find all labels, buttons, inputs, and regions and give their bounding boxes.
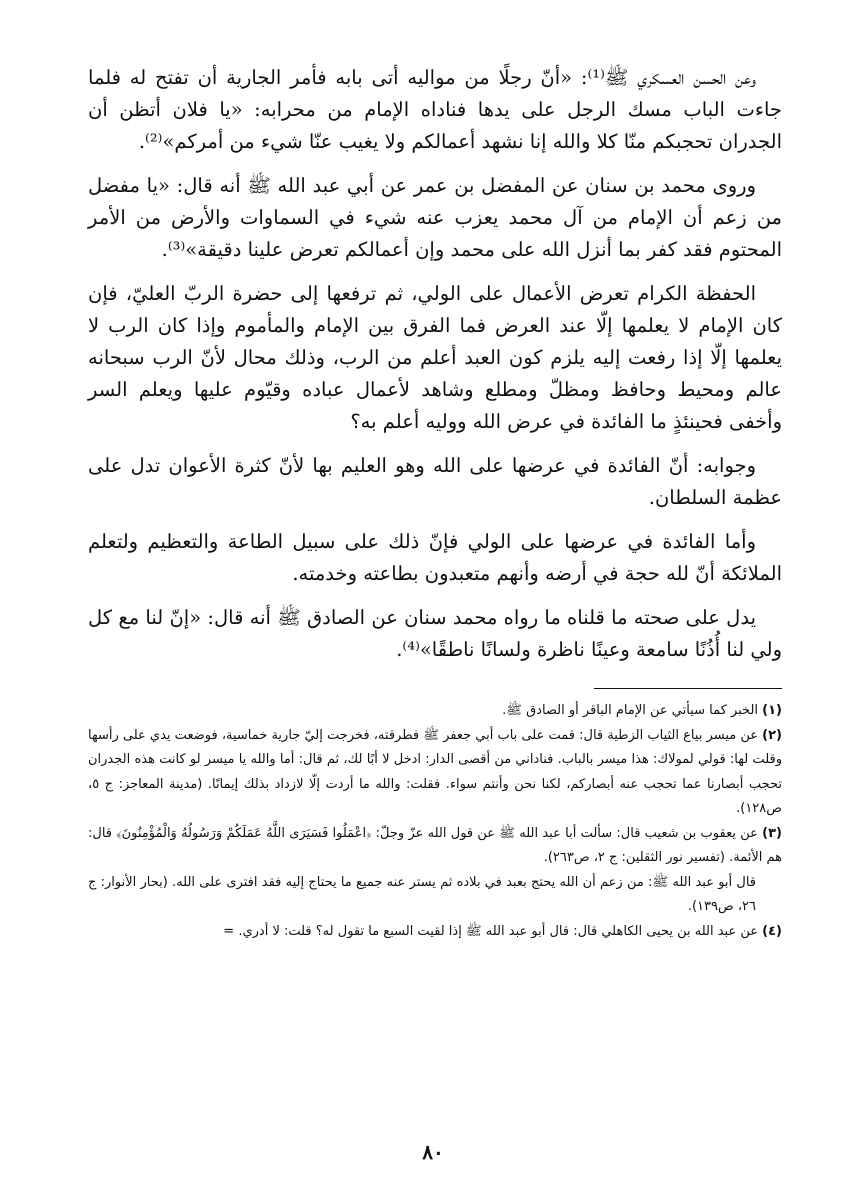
page-number: ٨٠ [422,1140,444,1164]
footnote-text: الخبر كما سيأتي عن الإمام الباقر أو الصادق ﷺ. [502,703,759,718]
footnote-text: عن يعقوب بن شعيب قال: سألت أبا عبد الله ﷺ عن قول الله عزّ وجلّ: ﴿اعْمَلُوا فَسَيَرَى اللَّهُ عَمَلَكُمْ وَرَسُولُهُ وَالْمُؤْمِنُونَ﴾ قال: هم الأئمة. (تفسير نور الثقلين: ج ٢، ص٢٦٣). [88,825,782,865]
paragraph: وعن الحسن العسكري ﷺ⁽¹⁾: «أنّ رجلًا من مواليه أتى بابه فأمر الجارية أن تفتح له فلما جاءت الباب مسك الرجل على يدها فناداه الإمام من محرابه: «يا فلان أتظن أن الجدران تحجبكم منّا كلا والله إنا نشهد أعمالكم ولا يغيب عنّا شيء من أمركم»⁽²⁾. [88,66,782,153]
main-text [88,62,782,666]
footnote-separator [594,688,782,689]
footnote-continuation [88,871,782,920]
footnote [88,724,782,822]
paragraph: يدل على صحته ما قلناه ما رواه محمد سنان عن الصادق ﷺ أنه قال: «إنّ لنا مع كل ولي لنا أُذُنًا سامعة وعينًا ناظرة ولسانًا ناطقًا»⁽⁴⁾. [88,606,782,661]
paragraph: وروى محمد بن سنان عن المفضل بن عمر عن أبي عبد الله ﷺ أنه قال: «يا مفضل من زعم أن الإمام من آل محمد يعزب عنه شيء في السماوات والأرض من الأمر المحتوم فقد كفر بما أنزل الله على محمد وإن أعمالكم تعرض علينا دقيقة»⁽³⁾. [88,174,782,261]
footnote-number: (٣) [762,825,782,841]
footnote-number: (٤) [762,923,782,939]
footnote-number: (١) [762,703,782,718]
footnote [88,699,782,724]
footnote-number: (٢) [762,727,782,743]
footnote [88,822,782,871]
paragraph: وجوابه: أنّ الفائدة في عرضها على الله وهو العليم بها لأنّ كثرة الأعوان تدل على عظمة السلطان. [88,454,782,509]
footnote-text: عن عبد الله بن يحيى الكاهلي قال: قال أبو عبد الله ﷺ إذا لقيت السبع ما تقول له؟ قلت: لا أدري. = [223,923,759,939]
footnote-text: قال أبو عبد الله ﷺ: من زعم أن الله يحتج بعبد في بلاده ثم يستر عنه جميع ما يحتاج إليه فقد افترى على الله. (بحار الأنوار: ج ٢٦، ص١٣٩). [88,874,756,914]
paragraph: الحفظة الكرام تعرض الأعمال على الولي، ثم ترفعها إلى حضرة الربّ العليّ، فإن كان الإمام لا يعلمها إلّا عند العرض فما الفرق بين الإمام والمأموم وإذا كان الرب لا يعلمها إلّا إذا رفعت إليه يلزم كون العبد أعلم من الرب، وذلك محال لأنّ الرب سبحانه عالم ومحيط وحافظ ومظلّ ومطلع وشاهد لأعمال عباده وقيّوم عليها ويعلم السر وأخفى فحينئذٍ ما الفائدة في عرض الله ووليه أعلم به؟ [88,282,782,433]
footnotes [88,699,782,944]
paragraph: وأما الفائدة في عرضها على الولي فإنّ ذلك على سبيل الطاعة والتعظيم ولتعلم الملائكة أنّ لله حجة في أرضه وأنهم متعبدون بطاعته وخدمته. [88,530,782,585]
footnote-text: عن ميسر بياع الثياب الزطية قال: قمت على باب أبي جعفر ﷺ فطرقته، فخرجت إليّ جارية خماسية، فوضعت يدي على رأسها وقلت لها: قولي لمولاك: هذا ميسر بالباب. فناداني من أقصى الدار: ادخل لا أبًا لك، ثم قال: أما والله يا ميسر لو كانت هذه الجدران تحجب أبصارنا عما تحجب عنه أبصاركم، لكنا نحن وأنتم سواء. فقلت: والله ما أردت إلّا لازداد بذلك إيمانًا. (مدينة المعاجز: ج ٥، ص١٢٨). [88,727,782,816]
footnote [88,920,782,945]
